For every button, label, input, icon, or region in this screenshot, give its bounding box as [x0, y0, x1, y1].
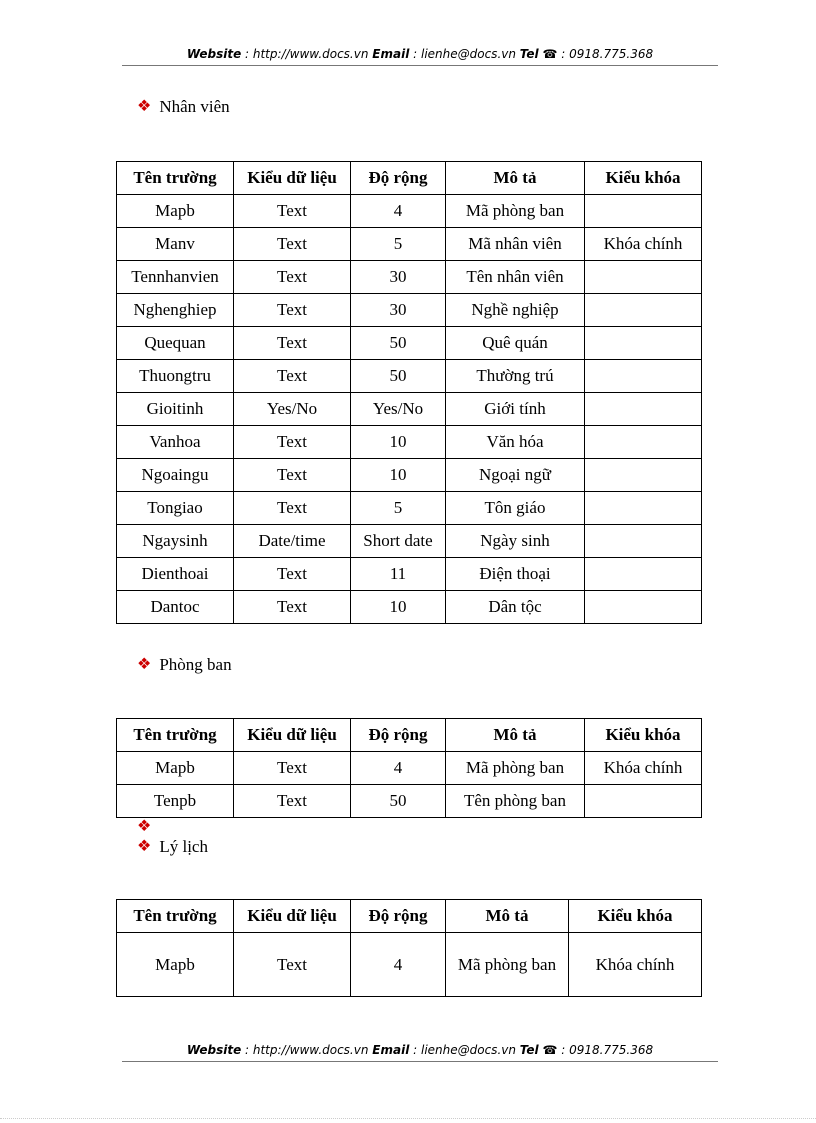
table-cell: Tennhanvien	[117, 261, 234, 294]
table-row	[117, 492, 702, 525]
table-lylich	[116, 899, 702, 997]
table-row	[117, 360, 702, 393]
table-cell	[585, 195, 702, 228]
table-cell: Text	[234, 591, 351, 624]
column-header: Kiểu dữ liệu	[234, 162, 351, 195]
table-cell: Khóa chính	[585, 752, 702, 785]
table-cell: Tôn giáo	[446, 492, 585, 525]
table-cell: Text	[234, 492, 351, 525]
column-header: Độ rộng	[351, 900, 446, 933]
table-cell	[585, 459, 702, 492]
table-row	[117, 933, 702, 997]
column-header: Kiểu khóa	[585, 719, 702, 752]
table-cell: Date/time	[234, 525, 351, 558]
table-cell	[585, 261, 702, 294]
email-address: : lienhe@docs.vn	[409, 1043, 520, 1057]
page-bottom-divider	[0, 1118, 816, 1119]
page-footer	[122, 1043, 718, 1062]
table-cell: Text	[234, 195, 351, 228]
table-cell: Gioitinh	[117, 393, 234, 426]
table-cell: 50	[351, 785, 446, 818]
table-cell: Tên nhân viên	[446, 261, 585, 294]
column-header: Kiểu khóa	[585, 162, 702, 195]
table-cell: Ngoại ngữ	[446, 459, 585, 492]
table-row	[117, 228, 702, 261]
column-header: Độ rộng	[351, 719, 446, 752]
section-heading-nhanvien	[137, 97, 230, 117]
table-cell: Dân tộc	[446, 591, 585, 624]
table-cell: Mapb	[117, 752, 234, 785]
website-url: : http://www.docs.vn	[241, 47, 373, 61]
table-cell: Text	[234, 426, 351, 459]
table-cell: Text	[234, 785, 351, 818]
table-cell: Điện thoại	[446, 558, 585, 591]
table-cell: Văn hóa	[446, 426, 585, 459]
section-title: Phòng ban	[159, 655, 232, 674]
table-cell: 10	[351, 591, 446, 624]
diamond-bullet-icon: ❖	[137, 98, 152, 115]
table-row	[117, 393, 702, 426]
table-cell: Ngoaingu	[117, 459, 234, 492]
table-nhanvien	[116, 161, 702, 624]
table-cell: 10	[351, 426, 446, 459]
table-cell: Mapb	[117, 933, 234, 997]
table-cell: Short date	[351, 525, 446, 558]
diamond-bullet-icon: ❖	[137, 656, 152, 673]
column-header: Mô tả	[446, 162, 585, 195]
table-cell: 4	[351, 195, 446, 228]
table-row	[117, 195, 702, 228]
table-cell: 4	[351, 933, 446, 997]
table-cell: Vanhoa	[117, 426, 234, 459]
tel-label: Tel	[519, 47, 539, 61]
table-cell: Text	[234, 360, 351, 393]
table-cell	[585, 558, 702, 591]
table-cell: Quê quán	[446, 327, 585, 360]
table-row	[117, 459, 702, 492]
table-cell: Yes/No	[234, 393, 351, 426]
email-label: Email	[372, 1043, 410, 1057]
column-header: Tên trường	[117, 719, 234, 752]
table-cell: Dienthoai	[117, 558, 234, 591]
table-cell: Mapb	[117, 195, 234, 228]
table-cell: Text	[234, 752, 351, 785]
table-cell: 4	[351, 752, 446, 785]
table-row	[117, 591, 702, 624]
table-cell: Mã phòng ban	[446, 752, 585, 785]
column-header: Kiểu khóa	[569, 900, 702, 933]
table-cell: Thuongtru	[117, 360, 234, 393]
tel-number: : 0918.775.368	[557, 47, 654, 61]
table-cell: Khóa chính	[585, 228, 702, 261]
website-url: : http://www.docs.vn	[241, 1043, 373, 1057]
column-header: Tên trường	[117, 162, 234, 195]
table-cell: Tên phòng ban	[446, 785, 585, 818]
table-cell: Ngày sinh	[446, 525, 585, 558]
table-body	[117, 933, 702, 997]
table-cell	[585, 591, 702, 624]
table-cell: Quequan	[117, 327, 234, 360]
phone-icon: ☎	[542, 47, 558, 61]
table-cell: 5	[351, 228, 446, 261]
table-row	[117, 752, 702, 785]
table-cell	[585, 294, 702, 327]
page-header	[122, 47, 718, 66]
table-phongban	[116, 718, 702, 818]
table-cell: Text	[234, 933, 351, 997]
section-heading-phongban	[137, 655, 232, 675]
tel-label: Tel	[519, 1043, 539, 1057]
table-cell: 5	[351, 492, 446, 525]
section-title: Lý lịch	[159, 837, 208, 856]
table-row	[117, 426, 702, 459]
table-row	[117, 294, 702, 327]
table-cell: Text	[234, 294, 351, 327]
table-row	[117, 785, 702, 818]
section-title: Nhân viên	[159, 97, 230, 116]
table-cell: 50	[351, 360, 446, 393]
phone-icon: ☎	[542, 1043, 558, 1057]
table-row	[117, 261, 702, 294]
table-cell	[585, 426, 702, 459]
table-cell	[585, 785, 702, 818]
website-label: Website	[186, 1043, 242, 1057]
table-cell: Ngaysinh	[117, 525, 234, 558]
table-cell: Text	[234, 459, 351, 492]
table-cell: Nghenghiep	[117, 294, 234, 327]
table-cell	[585, 360, 702, 393]
table-cell: Text	[234, 327, 351, 360]
table-body	[117, 195, 702, 624]
website-label: Website	[186, 47, 242, 61]
table-row	[117, 558, 702, 591]
table-cell: Giới tính	[446, 393, 585, 426]
table-cell: Mã phòng ban	[446, 933, 569, 997]
column-header: Tên trường	[117, 900, 234, 933]
tel-number: : 0918.775.368	[557, 1043, 654, 1057]
table-header-row	[117, 719, 702, 752]
table-cell: 50	[351, 327, 446, 360]
table-cell: Tenpb	[117, 785, 234, 818]
table-row	[117, 327, 702, 360]
table-cell: 30	[351, 261, 446, 294]
table-cell: Nghề nghiệp	[446, 294, 585, 327]
table-header-row	[117, 900, 702, 933]
column-header: Mô tả	[446, 900, 569, 933]
section-heading-lylich	[137, 837, 208, 857]
diamond-bullet-icon: ❖	[137, 838, 152, 855]
table-cell	[585, 525, 702, 558]
table-cell: Text	[234, 558, 351, 591]
table-cell: Tongiao	[117, 492, 234, 525]
table-cell: Text	[234, 261, 351, 294]
table-header-row	[117, 162, 702, 195]
table-cell: 10	[351, 459, 446, 492]
table-cell: Thường trú	[446, 360, 585, 393]
table-cell	[585, 327, 702, 360]
table-cell: 30	[351, 294, 446, 327]
table-cell	[585, 393, 702, 426]
table-cell: Text	[234, 228, 351, 261]
table-cell: Yes/No	[351, 393, 446, 426]
email-label: Email	[372, 47, 410, 61]
table-cell: Manv	[117, 228, 234, 261]
email-address: : lienhe@docs.vn	[409, 47, 520, 61]
table-cell: Mã nhân viên	[446, 228, 585, 261]
table-cell: 11	[351, 558, 446, 591]
table-cell	[585, 492, 702, 525]
column-header: Kiểu dữ liệu	[234, 719, 351, 752]
diamond-bullet-icon: ❖	[137, 818, 152, 835]
table-body	[117, 752, 702, 818]
table-cell: Mã phòng ban	[446, 195, 585, 228]
column-header: Kiểu dữ liệu	[234, 900, 351, 933]
column-header: Mô tả	[446, 719, 585, 752]
column-header: Độ rộng	[351, 162, 446, 195]
table-cell: Dantoc	[117, 591, 234, 624]
table-row	[117, 525, 702, 558]
table-cell: Khóa chính	[569, 933, 702, 997]
